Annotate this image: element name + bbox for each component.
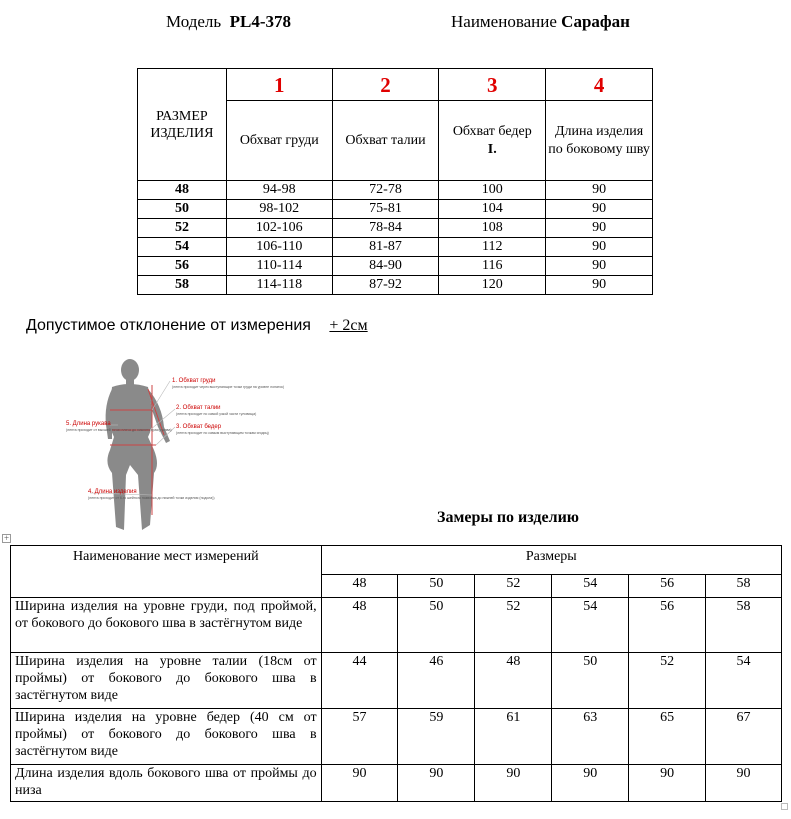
length-cell: 90 [546,181,653,200]
hips-cell: 104 [439,200,546,219]
figure-note-chest: (лента проходит через выступающие точки груди на уровне лопаток) [172,385,285,389]
column-title-hips-suffix: I. [487,141,497,157]
body-measurement-figure [60,355,285,535]
length-cell: 90 [546,257,653,276]
column-title-chest [226,101,332,181]
figure-label-chest: 1. Обхват груди [172,378,216,384]
size-header-cell: 54 [552,575,629,598]
table-resize-handle[interactable] [781,803,788,810]
column-number-1: 1 [226,69,332,101]
document-header [0,12,791,36]
size-header-cell: 56 [629,575,706,598]
figure-label-length: 4. Длина изделия [88,489,137,495]
chest-cell: 102-106 [226,219,332,238]
waist-cell: 87-92 [332,276,439,295]
figure-label-waist: 2. Обхват талии [176,405,221,411]
measurement-value: 59 [398,709,475,765]
product-name-line [451,12,630,32]
measurement-value: 67 [706,709,782,765]
measurement-value: 54 [706,653,782,709]
size-cell: 54 [138,238,227,257]
hips-cell: 100 [439,181,546,200]
column-title-chest-text: Обхват груди [239,132,319,148]
measurement-label: Ширина изделия на уровне бедер (40 см от проймы) от бокового до бокового шва в застёгнутом виде [11,709,322,765]
model-value: PL4-378 [229,12,292,31]
measurement-value: 63 [552,709,629,765]
measurement-row [11,709,782,765]
size-cell: 56 [138,257,227,276]
size-table [137,68,653,295]
column-number-3: 3 [439,69,546,101]
size-cell: 58 [138,276,227,295]
chest-cell: 114-118 [226,276,332,295]
length-cell: 90 [546,276,653,295]
size-cell: 48 [138,181,227,200]
table-move-handle-icon[interactable]: + [3,533,10,543]
column-number-4: 4 [546,69,653,101]
tolerance-line [26,317,368,335]
length-cell: 90 [546,200,653,219]
measurements-title: Замеры по изделию [437,509,580,526]
measurement-value: 56 [629,598,706,653]
measurement-value: 50 [552,653,629,709]
hips-cell: 116 [439,257,546,276]
place-header: Наименование мест измерений [11,546,322,598]
measurement-row [11,598,782,653]
column-title-waist-text: Обхват талии [345,132,426,148]
measurement-value: 90 [552,765,629,802]
hips-cell: 112 [439,238,546,257]
size-row [138,181,653,200]
measurement-row [11,765,782,802]
product-name-label: Наименование [451,12,557,31]
size-row [138,276,653,295]
measurement-value: 52 [475,598,552,653]
measurement-value: 52 [629,653,706,709]
size-row [138,257,653,276]
column-number-2: 2 [332,69,439,101]
length-cell: 90 [546,238,653,257]
size-header-cell: 48 [321,575,398,598]
size-row [138,238,653,257]
chest-cell: 94-98 [226,181,332,200]
figure-label-sleeve: 5. Длина рукава [66,421,111,427]
sizes-header: Размеры [321,546,781,575]
measurement-value: 61 [475,709,552,765]
figure-note-sleeve: (лента проходит от высшей точки плеча до нижнего края рукава) [66,428,172,432]
column-title-hips-text: Обхват бедер [452,123,532,139]
measurement-value: 46 [398,653,475,709]
measurement-label: Ширина изделия на уровне талии (18см от проймы) от бокового до бокового шва в застёгнутом виде [11,653,322,709]
measurement-value: 90 [321,765,398,802]
model-line [166,12,291,32]
measurement-value: 90 [706,765,782,802]
size-row [138,219,653,238]
measurement-value: 90 [398,765,475,802]
measurement-value: 90 [475,765,552,802]
measurement-value: 44 [321,653,398,709]
column-title-waist [332,101,439,181]
size-header-cell: 58 [706,575,782,598]
length-cell: 90 [546,219,653,238]
size-cell: 52 [138,219,227,238]
hips-cell: 120 [439,276,546,295]
waist-cell: 78-84 [332,219,439,238]
figure-note-length: (лента проходит от 6-го шейного позвонка до нижней точки изделия (подола)) [88,496,215,500]
waist-cell: 75-81 [332,200,439,219]
chest-cell: 110-114 [226,257,332,276]
column-title-length [546,101,653,181]
chest-cell: 98-102 [226,200,332,219]
figure-note-waist: (лента проходит по самой узкой части туловища) [176,412,257,416]
measurement-value: 90 [629,765,706,802]
size-header-cell: 50 [398,575,475,598]
measurement-value: 50 [398,598,475,653]
hips-cell: 108 [439,219,546,238]
size-row [138,200,653,219]
measurement-label: Ширина изделия на уровне груди, под проймой, от бокового до бокового шва в застёгнутом виде [11,598,322,653]
tolerance-value: + 2см [329,317,368,334]
waist-cell: 81-87 [332,238,439,257]
size-header-cell: 52 [475,575,552,598]
measurement-value: 54 [552,598,629,653]
product-name-value: Сарафан [561,12,630,31]
measurement-value: 58 [706,598,782,653]
size-corner-header: РАЗМЕР ИЗДЕЛИЯ [138,69,227,181]
measurement-value: 57 [321,709,398,765]
chest-cell: 106-110 [226,238,332,257]
waist-cell: 72-78 [332,181,439,200]
column-title-length-text: Длина изделия по боковому шву [548,123,650,157]
measurement-row [11,653,782,709]
measurement-value: 48 [475,653,552,709]
tolerance-text: Допустимое отклонение от измерения [26,317,311,334]
measurement-label: Длина изделия вдоль бокового шва от проймы до низа [11,765,322,802]
column-title-hips [439,101,546,181]
measurements-table [10,545,782,802]
figure-label-hips: 3. Обхват бедер [176,424,222,430]
size-cell: 50 [138,200,227,219]
measurement-value: 48 [321,598,398,653]
model-label: Модель [166,12,222,31]
figure-note-hips: (лента проходит по самым выступающим точкам ягодиц) [176,431,269,435]
waist-cell: 84-90 [332,257,439,276]
measurement-value: 65 [629,709,706,765]
